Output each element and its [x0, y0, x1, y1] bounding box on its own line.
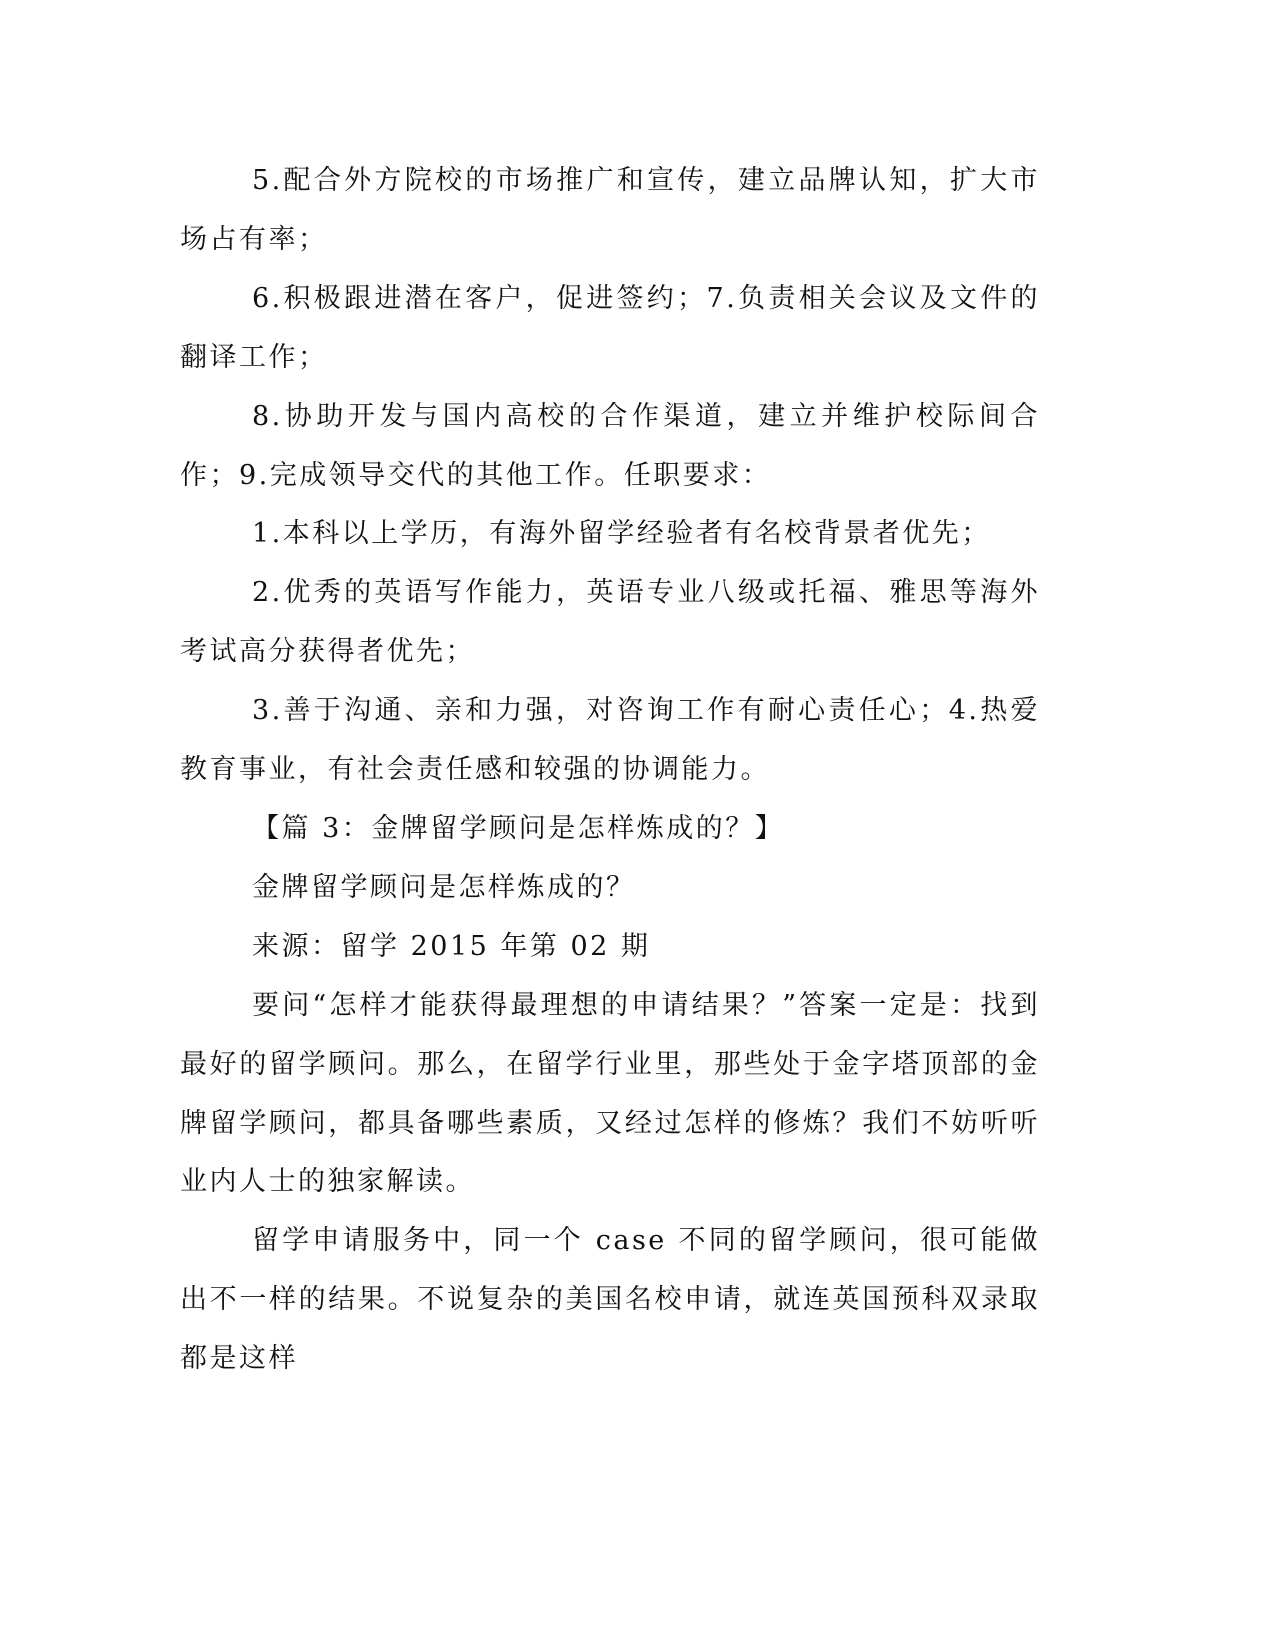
- paragraph-intro: 要问“怎样才能获得最理想的申请结果？”答案一定是：找到最好的留学顾问。那么，在留学行业里，那些处于金字塔顶部的金牌留学顾问，都具备哪些素质，又经过怎样的修炼？我们不妨听听业内人士的独家解读。: [180, 989, 1040, 1198]
- paragraph-duty-8-9: 8.协助开发与国内高校的合作渠道，建立并维护校际间合作；9.完成领导交代的其他工作。任职要求：: [180, 400, 1040, 491]
- paragraph-service: 留学申请服务中，同一个 case 不同的留学顾问，很可能做出不一样的结果。不说复杂的美国名校申请，就连英国预科双录取都是这样: [180, 1225, 1040, 1375]
- document-body: [180, 152, 1040, 1389]
- paragraph-duty-6-7: 6.积极跟进潜在客户，促进签约；7.负责相关会议及文件的翻译工作；: [180, 282, 1040, 373]
- article-source: 来源：留学 2015 年第 02 期: [252, 930, 651, 962]
- paragraph-requirement-1: 1.本科以上学历，有海外留学经验者有名校背景者优先；: [252, 518, 991, 550]
- paragraph-requirement-2: 2.优秀的英语写作能力，英语专业八级或托福、雅思等海外考试高分获得者优先；: [180, 577, 1040, 668]
- paragraph-requirement-3-4: 3.善于沟通、亲和力强，对咨询工作有耐心责任心；4.热爱教育事业，有社会责任感和较强的协调能力。: [180, 695, 1040, 786]
- article-title: 金牌留学顾问是怎样炼成的？: [252, 871, 636, 903]
- paragraph-duty-5: 5.配合外方院校的市场推广和宣传，建立品牌认知，扩大市场占有率；: [180, 165, 1040, 255]
- section-heading: 【篇 3：金牌留学顾问是怎样炼成的？】: [252, 812, 785, 844]
